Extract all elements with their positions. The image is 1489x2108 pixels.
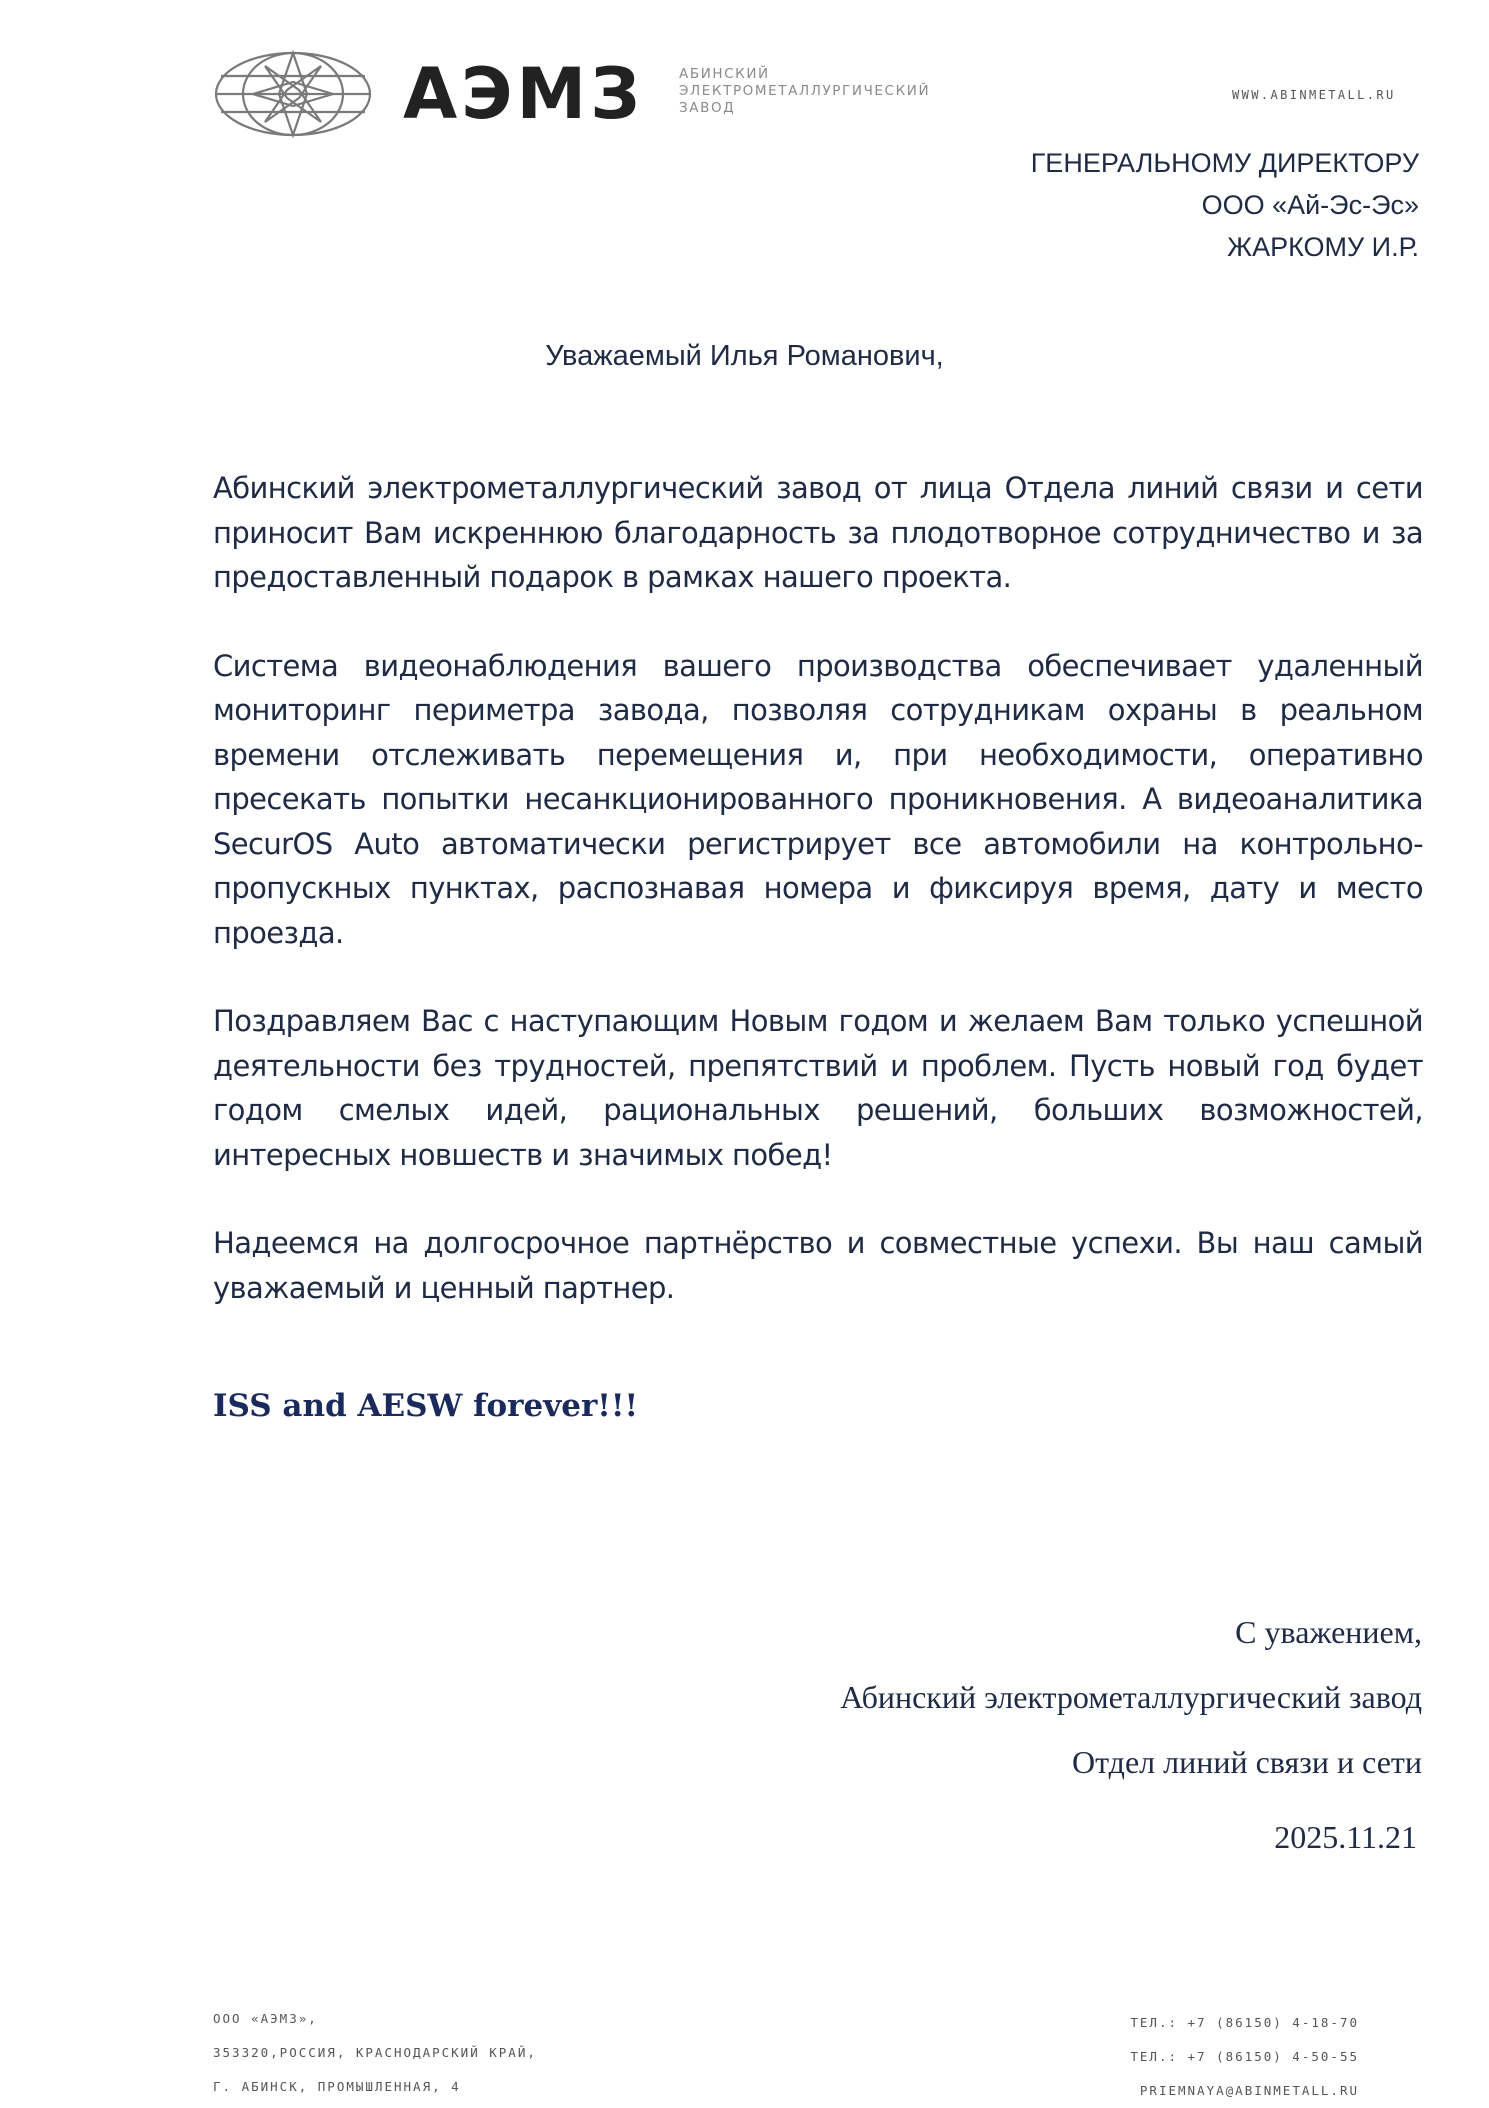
website-url: WWW.ABINMETALL.RU	[1232, 88, 1396, 102]
footer-address-line: Г. АБИНСК, ПРОМЫШЛЕННАЯ, 4	[213, 2079, 461, 2094]
footer-address	[213, 2002, 537, 2104]
footer-address-line: ООО «АЭМЗ»,	[213, 2011, 318, 2026]
company-emblem-icon	[213, 50, 373, 138]
footer-contacts	[1130, 2006, 1359, 2108]
recipient-block	[1031, 142, 1419, 268]
logo-subtitle-line: ЭЛЕКТРОМЕТАЛЛУРГИЧЕСКИЙ	[679, 83, 931, 99]
letter-body	[213, 466, 1423, 1354]
body-paragraph: Система видеонаблюдения вашего производства обеспечивает удаленный мониторинг периметра завода, позволяя сотрудникам охраны в реальном времени отслеживать перемещения и, при необходимости, оперативно пресекать попытки несанкционированного проникновения. А видеоаналитика SecurOS Auto автоматически регистрирует все автомобили на контрольно-пропускных пунктах, распознавая номера и фиксируя время, дату и место проезда.	[213, 648, 1423, 950]
footer-phone: ТЕЛ.: +7 (86150) 4-50-55	[1130, 2049, 1359, 2064]
company-logo-text: АЭМЗ	[403, 53, 644, 135]
body-paragraph: Абинский электрометаллургический завод от лица Отдела линий связи и сети приносит Вам искреннюю благодарность за плодотворное сотрудничество и за предоставленный подарок в рамках нашего проекта.	[213, 471, 1423, 594]
recipient-company: ООО «Ай-Эс-Эс»	[1201, 190, 1419, 220]
closing-regards: С уважением,	[1235, 1614, 1422, 1650]
closing-company: Абинский электрометаллургический завод	[840, 1679, 1422, 1715]
recipient-name: ЖАРКОМУ И.Р.	[1227, 232, 1419, 262]
body-paragraph: Надеемся на долгосрочное партнёрство и совместные успехи. Вы наш самый уважаемый и ценный партнер.	[213, 1226, 1423, 1305]
logo-subtitle-line: АБИНСКИЙ	[679, 66, 770, 82]
letter-date: 2025.11.21	[1274, 1819, 1417, 1855]
footer-email: PRIEMNAYA@ABINMETALL.RU	[1139, 2083, 1359, 2098]
footer-phone: ТЕЛ.: +7 (86150) 4-18-70	[1130, 2015, 1359, 2030]
slogan: ISS and AESW forever!!!	[213, 1388, 639, 1424]
body-paragraph: Поздравляем Вас с наступающим Новым годом и желаем Вам только успешной деятельности без трудностей, препятствий и проблем. Пусть новый год будет годом смелых идей, рациональных решений, больших возможностей, интересных новшеств и значимых побед!	[213, 1004, 1423, 1172]
closing-block	[840, 1612, 1422, 1882]
logo-subtitle-line: ЗАВОД	[679, 100, 736, 116]
company-logo-subtitle	[679, 66, 930, 117]
recipient-title: ГЕНЕРАЛЬНОМУ ДИРЕКТОРУ	[1030, 148, 1419, 178]
salutation: Уважаемый Илья Романович,	[545, 340, 944, 372]
closing-department: Отдел линий связи и сети	[1072, 1744, 1422, 1780]
footer-address-line: 353320,РОССИЯ, КРАСНОДАРСКИЙ КРАЙ,	[213, 2045, 537, 2060]
